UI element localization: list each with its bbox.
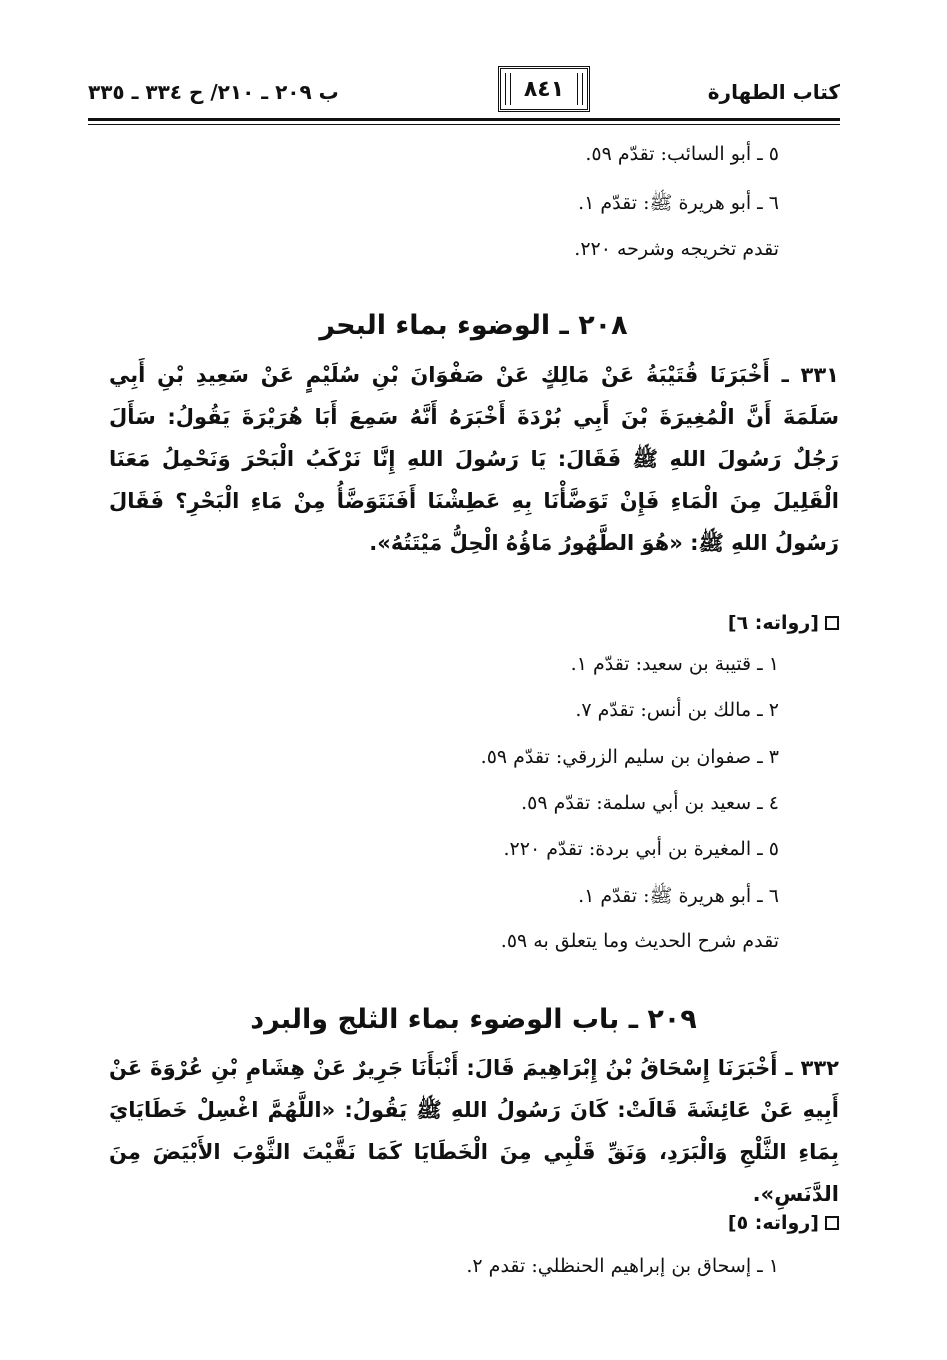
narrator-line: ٦ ـ أبو هريرة ﷺ: تقدّم ١. xyxy=(578,192,779,214)
note-line: تقدم شرح الحديث وما يتعلق به ٥٩. xyxy=(500,930,779,952)
hadith-text: ٣٣١ ـ أَخْبَرَنَا قُتَيْبَةُ عَنْ مَالِكٍ عَنْ صَفْوَانَ بْنِ سُلَيْمٍ عَنْ سَعِيدِ بْنِ أَبِي سَلَمَةَ أَنَّ الْمُغِيرَةَ بْنَ أَبِي بُرْدَةَ أَخْبَرَهُ أَنَّهُ سَمِعَ أَبَا هُرَيْرَةَ يَقُولُ: سَأَلَ رَجُلٌ رَسُولَ اللهِ ﷺ فَقَالَ: يَا رَسُولَ اللهِ إِنَّا نَرْكَبُ الْبَحْرَ وَنَحْمِلُ مَعَنَا الْقَلِيلَ مِنَ الْمَاءِ فَإِنْ تَوَضَّأْنَا بِهِ عَطِشْنَا أَفَنَتَوَضَّأُ مِنْ مَاءِ الْبَحْرِ؟ فَقَالَ رَسُولُ اللهِ ﷺ: «هُوَ الطَّهُورُ مَاؤُهُ الْحِلُّ مَيْتَتُهُ». xyxy=(109,363,839,555)
section-title: ٢٠٩ ـ باب الوضوء بماء الثلج والبرد xyxy=(250,1004,697,1035)
narrators-heading xyxy=(728,1212,839,1234)
hadith-text: ٣٣٢ ـ أَخْبَرَنَا إِسْحَاقُ بْنُ إِبْرَاهِيمَ قَالَ: أَنْبَأَنَا جَرِيرٌ عَنْ هِشَامِ بْنِ عُرْوَةَ عَنْ أَبِيهِ عَنْ عَائِشَةَ قَالَتْ: كَانَ رَسُولُ اللهِ ﷺ يَقُولُ: «اللَّهُمَّ اغْسِلْ خَطَايَايَ بِمَاءِ الثَّلْجِ وَالْبَرَدِ، وَنَقِّ قَلْبِي مِنَ الْخَطَايَا كَمَا نَقَّيْتَ الثَّوْبَ الأَبْيَضَ مِنَ الدَّنَسِ». xyxy=(109,1056,839,1206)
narrator-line: ١ ـ إسحاق بن إبراهيم الحنظلي: تقدم ٢. xyxy=(466,1255,779,1277)
narrator-line: ١ ـ قتيبة بن سعيد: تقدّم ١. xyxy=(570,653,779,675)
narrator-line: ٤ ـ سعيد بن أبي سلمة: تقدّم ٥٩. xyxy=(521,792,779,814)
narrators-heading-label: [رواته: ٥] xyxy=(727,1212,819,1234)
narrator-line: ٣ ـ صفوان بن سليم الزرقي: تقدّم ٥٩. xyxy=(480,746,779,768)
checkbox-square-icon xyxy=(825,616,839,630)
narrators-heading xyxy=(728,612,839,634)
chapter-hadith-refs: ب ٢٠٩ ـ ٢١٠/ ح ٣٣٤ ـ ٣٣٥ xyxy=(88,80,339,104)
page-header xyxy=(88,66,840,118)
narrator-line: ٥ ـ المغيرة بن أبي بردة: تقدّم ٢٢٠. xyxy=(503,838,779,860)
header-rule xyxy=(88,118,840,121)
narrator-line: ٦ ـ أبو هريرة ﷺ: تقدّم ١. xyxy=(578,885,779,907)
narrator-line: ٥ ـ أبو السائب: تقدّم ٥٩. xyxy=(585,143,779,165)
section-title: ٢٠٨ ـ الوضوء بماء البحر xyxy=(319,310,628,341)
note-line: تقدم تخريجه وشرحه ٢٢٠. xyxy=(574,238,779,260)
book-title: كتاب الطهارة xyxy=(707,80,840,104)
narrators-heading-label: [رواته: ٦] xyxy=(727,612,819,634)
narrator-line: ٢ ـ مالك بن أنس: تقدّم ٧. xyxy=(575,699,779,721)
page-number-box: ٨٤١ xyxy=(498,66,590,112)
header-rule-thin xyxy=(88,124,840,125)
checkbox-square-icon xyxy=(825,1216,839,1230)
